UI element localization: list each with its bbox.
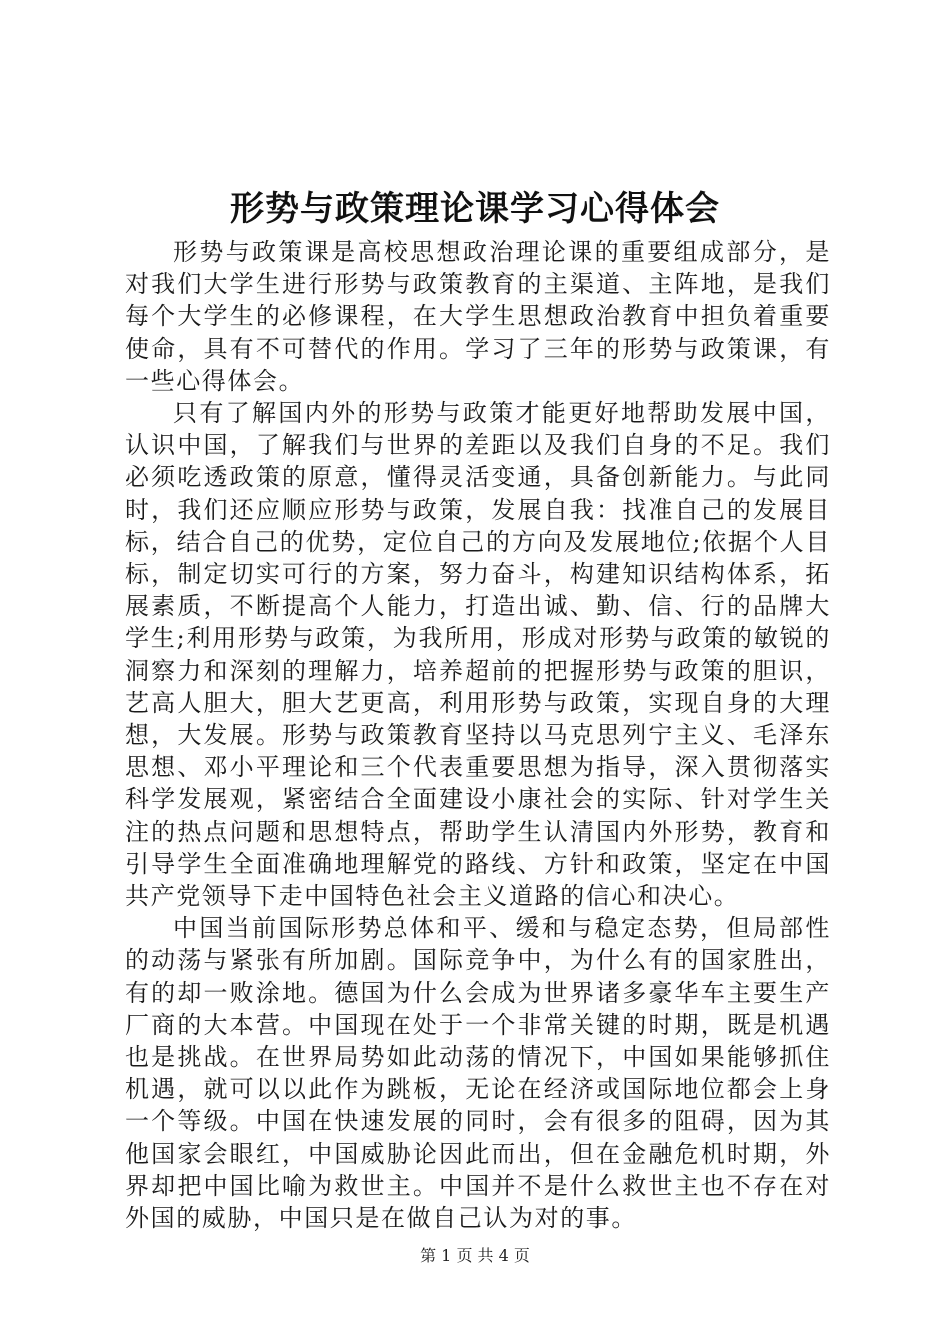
- paragraph-1: 形势与政策课是高校思想政治理论课的重要组成部分，是对我们大学生进行形势与政策教育的主渠道、主阵地，是我们每个大学生的必修课程，在大学生思想政治教育中担负着重要使命，具有不可替代的作用。学习了三年的形势与政策课，有一些心得体会。: [125, 238, 831, 395]
- document-body: [125, 236, 831, 1234]
- document-title: 形势与政策理论课学习心得体会: [230, 189, 720, 229]
- page-number-footer: 第 1 页 共 4 页: [420, 1246, 530, 1265]
- paragraph-2: 只有了解国内外的形势与政策才能更好地帮助发展中国，认识中国，了解我们与世界的差距以及我们自身的不足。我们必须吃透政策的原意，懂得灵活变通，具备创新能力。与此同时，我们还应顺应形势与政策，发展自我：找准自己的发展目标，结合自己的优势，定位自己的方向及发展地位;依据个人目标，制定切实可行的方案，努力奋斗，构建知识结构体系，拓展素质，不断提高个人能力，打造出诚、勤、信、行的品牌大学生;利用形势与政策，为我所用，形成对形势与政策的敏锐的洞察力和深刻的理解力，培养超前的把握形势与政策的胆识，艺高人胆大，胆大艺更高，利用形势与政策，实现自身的大理想，大发展。形势与政策教育坚持以马克思列宁主义、毛泽东思想、邓小平理论和三个代表重要思想为指导，深入贯彻落实科学发展观，紧密结合全面建设小康社会的实际、针对学生关注的热点问题和思想特点，帮助学生认清国内外形势，教育和引导学生全面准确地理解党的路线、方针和政策，坚定在中国共产党领导下走中国特色社会主义道路的信心和决心。: [125, 399, 831, 911]
- paragraph-3: 中国当前国际形势总体和平、缓和与稳定态势，但局部性的动荡与紧张有所加剧。国际竞争中，为什么有的国家胜出，有的却一败涂地。德国为什么会成为世界诸多豪华车主要生产厂商的大本营。中国现在处于一个非常关键的时期，既是机遇也是挑战。在世界局势如此动荡的情况下，中国如果能够抓住机遇，就可以以此作为跳板，无论在经济或国际地位都会上身一个等级。中国在快速发展的同时，会有很多的阻碍，因为其他国家会眼红，中国威胁论因此而出，但在金融危机时期，外界却把中国比喻为救世主。中国并不是什么救世主也不存在对外国的威胁，中国只是在做自己认为对的事。: [125, 914, 831, 1233]
